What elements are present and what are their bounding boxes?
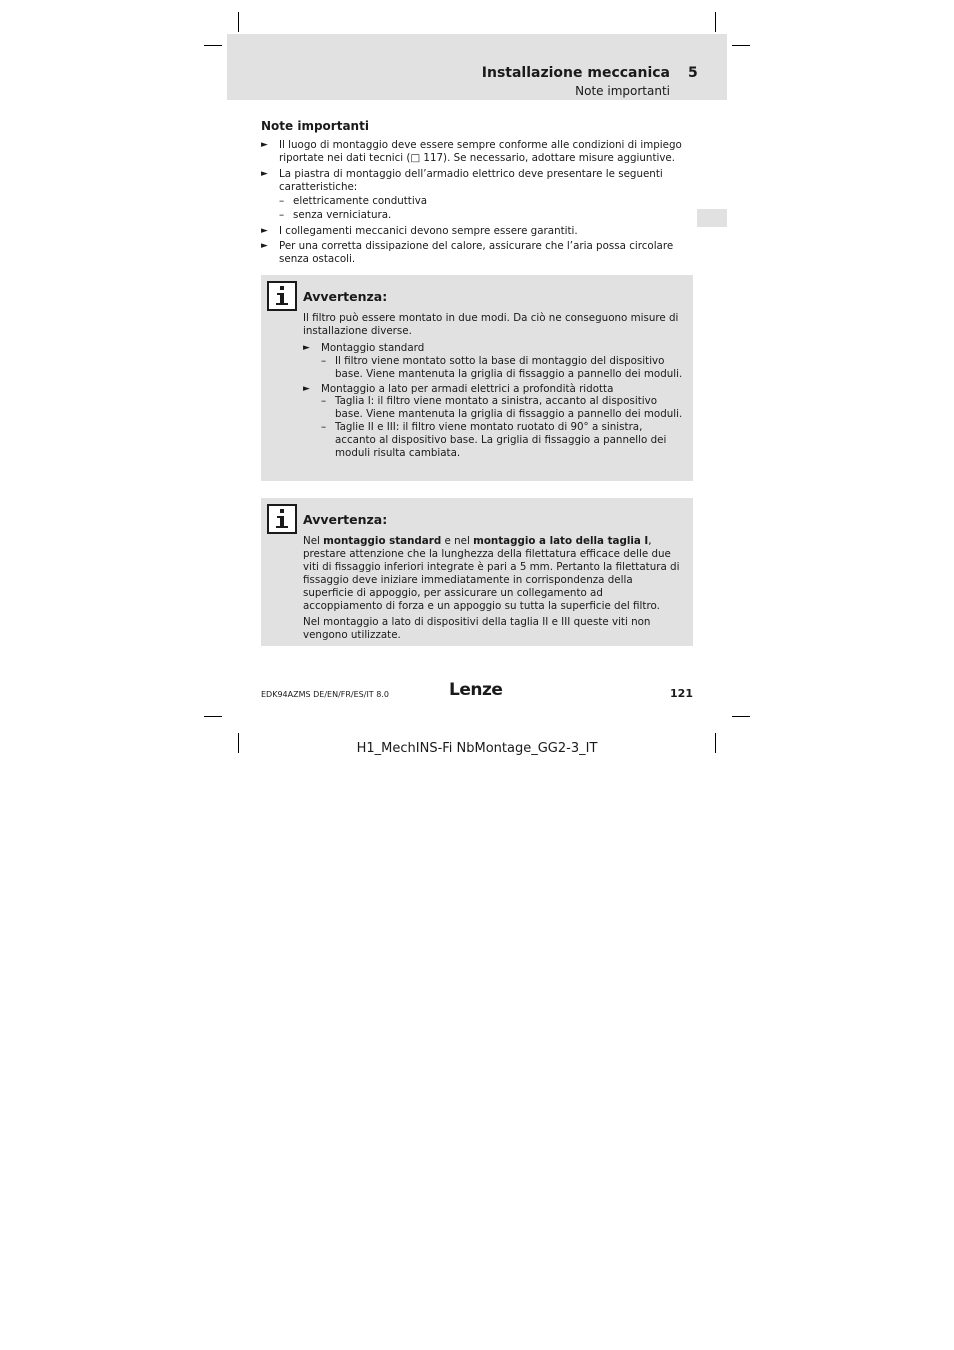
dash-icon: – [279,209,285,222]
sub-list-item-text: Taglie II e III: il filtro viene montato ruotato di 90° a sinistra, accanto al dispositivo base. La griglia di fissaggio a pannello dei moduli risulta cambiata. [335,421,667,460]
sub-list-item [303,395,683,421]
list-item [303,383,683,396]
note-heading: Avvertenza: [303,512,388,527]
list-item-text: Montaggio standard [321,341,425,354]
crop-mark [715,12,716,32]
info-icon [267,504,297,534]
chapter-number: 5 [688,65,698,81]
list-item [261,139,693,166]
emphasis: montaggio standard [323,535,442,547]
bullet-arrow-icon: ► [261,140,268,150]
text-run: Nel [303,535,324,547]
note-paragraph [303,535,683,612]
list-item [261,225,693,238]
list-item-text: La piastra di montaggio dell’armadio elettrico deve presentare le seguenti caratteristiche: [279,167,663,193]
note-body [303,312,683,460]
sub-list-item [279,195,693,208]
dash-icon: – [321,395,327,408]
bullet-arrow-icon: ► [303,342,310,353]
chapter-title: Installazione meccanica [481,65,670,81]
important-notes-list [261,139,693,269]
sub-list-item-text: Taglia I: il filtro viene montato a sinistra, accanto al dispositivo base. Viene mantenuta la griglia di fissaggio a pannello dei moduli. [335,395,683,421]
info-icon [267,281,297,311]
sub-list-item-text: elettricamente conduttiva [293,195,428,208]
crop-mark [732,45,750,46]
sub-list-item-text: Il filtro viene montato sotto la base di montaggio del dispositivo base. Viene mantenuta la griglia di fissaggio a pannello dei moduli. [335,354,683,380]
bullet-arrow-icon: ► [303,383,310,394]
dash-icon: – [279,195,285,208]
list-item [303,342,683,355]
sub-list-item [303,421,683,460]
sub-list-item-text: senza verniciatura. [293,209,392,222]
note-body [303,535,683,646]
note-heading: Avvertenza: [303,289,388,304]
note-box [261,275,693,481]
bullet-arrow-icon: ► [261,241,268,252]
lenze-logo: Lenze [449,680,503,700]
chapter-subtitle: Note importanti [575,84,670,98]
text-run: e nel [441,535,474,547]
bullet-arrow-icon: ► [261,225,268,236]
chapter-side-tab [697,209,727,227]
crop-mark [204,716,222,717]
job-label: H1_MechINS-Fi NbMontage_GG2-3_IT [356,741,598,756]
page-number: 121 [670,687,693,700]
list-item-text: Per una corretta dissipazione del calore, assicurare che l’aria possa circolare senza ostacoli. [279,240,674,266]
note-box [261,498,693,646]
list-item [261,168,693,223]
list-item-text: Montaggio a lato per armadi elettrici a profondità ridotta [321,382,614,395]
crop-mark [238,12,239,32]
sub-list-item [303,355,683,381]
list-item-text: I collegamenti meccanici devono sempre essere garantiti. [279,224,578,237]
text-run: , prestare attenzione che la lunghezza della filettatura efficace delle due viti di fissaggio inferiori integrate è pari a 5 mm. Pertanto la filettatura di fissaggio deve iniziare immediatamente in corrispondenza della superficie di appoggio, per assicurare un collegamento ad accoppiamento di forza e un appoggio su tutta la superficie del filtro. [303,535,680,612]
bullet-arrow-icon: ► [261,168,268,179]
list-item [261,240,693,267]
emphasis: montaggio a lato della taglia I [473,535,649,547]
crop-mark [204,45,222,46]
dash-icon: – [321,421,327,434]
document-code: EDK94AZMS DE/EN/FR/ES/IT 8.0 [261,690,389,699]
list-item-text: Il luogo di montaggio deve essere sempre conforme alle condizioni di impiego riportate nei dati tecnici (□ 117). Se necessario, adottare misure aggiuntive. [279,139,682,165]
note-intro: Il filtro può essere montato in due modi. Da ciò ne conseguono misure di installazione diverse. [303,312,679,337]
section-title: Note importanti [261,119,369,133]
crop-mark [732,716,750,717]
sub-list-item [279,209,693,222]
note-paragraph: Nel montaggio a lato di dispositivi della taglia II e III queste viti non vengono utilizzate. [303,616,651,642]
dash-icon: – [321,354,327,367]
